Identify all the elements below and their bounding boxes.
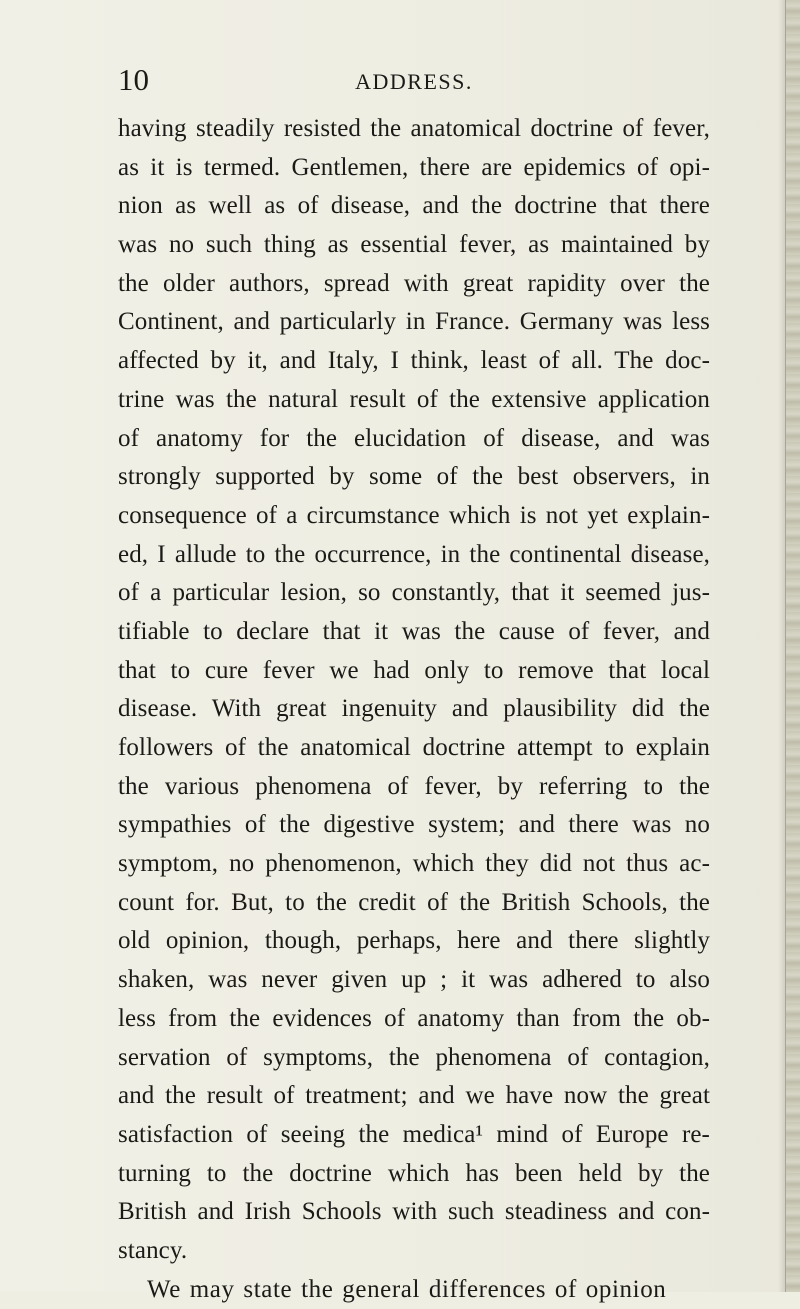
text-line: nion as well as of disease, and the doctrine that there — [118, 192, 710, 220]
text-line: satisfaction of seeing the medica¹ mind of Europe re- — [118, 1120, 710, 1148]
text-line: of a particular lesion, so constantly, that it seemed jus- — [118, 579, 710, 607]
text-line: disease. With great ingenuity and plausibility did the — [118, 695, 710, 723]
text-line: strongly supported by some of the best observers, in — [118, 463, 710, 491]
text-line: consequence of a circumstance which is not yet explain- — [118, 501, 710, 529]
text-line: tifiable to declare that it was the cause of fever, and — [118, 617, 710, 645]
text-line: followers of the anatomical doctrine attempt to explain — [118, 734, 710, 761]
text-line: shaken, was never given up ; it was adhered to also — [118, 966, 710, 994]
body-text — [118, 110, 710, 1309]
text-line: that to cure fever we had only to remove that local — [118, 656, 710, 684]
text-line: and the result of treatment; and we have now the great — [118, 1082, 710, 1110]
text-line: old opinion, though, perhaps, here and there slightly — [118, 927, 710, 955]
text-line: of anatomy for the elucidation of disease, and was — [118, 424, 710, 452]
text-line: count for. But, to the credit of the British Schools, the — [118, 888, 710, 916]
text-line: Continent, and particularly in France. Germany was less — [118, 308, 710, 336]
text-line: affected by it, and Italy, I think, least of all. The doc- — [118, 347, 710, 375]
text-line: stancy. — [118, 1236, 188, 1264]
text-line: the various phenomena of fever, by referring to the — [118, 772, 710, 800]
text-line: was no such thing as essential fever, as maintained by — [118, 231, 710, 259]
text-line: symptom, no phenomenon, which they did not thus ac- — [118, 850, 710, 878]
text-line: We may state the general differences of opinion — [147, 1275, 667, 1303]
text-line: British and Irish Schools with such steadiness and con- — [118, 1198, 710, 1226]
text-line: sympathies of the digestive system; and there was no — [118, 811, 710, 839]
page-number: 10 — [118, 62, 149, 97]
text-line: less from the evidences of anatomy than from the ob- — [118, 1004, 710, 1032]
running-head: ADDRESS. — [355, 69, 473, 94]
text-line: ed, I allude to the occurrence, in the continental disease, — [118, 540, 710, 568]
text-line: having steadily resisted the anatomical doctrine of fever, — [118, 115, 710, 142]
page-header — [118, 62, 710, 98]
page-edge — [785, 0, 800, 1292]
text-line: as it is termed. Gentlemen, there are epidemics of opi- — [118, 153, 710, 181]
text-line: trine was the natural result of the extensive application — [118, 385, 710, 413]
text-line: servation of symptoms, the phenomena of contagion, — [118, 1043, 710, 1071]
text-line: the older authors, spread with great rapidity over the — [118, 269, 710, 297]
text-line: turning to the doctrine which has been held by the — [118, 1159, 710, 1187]
